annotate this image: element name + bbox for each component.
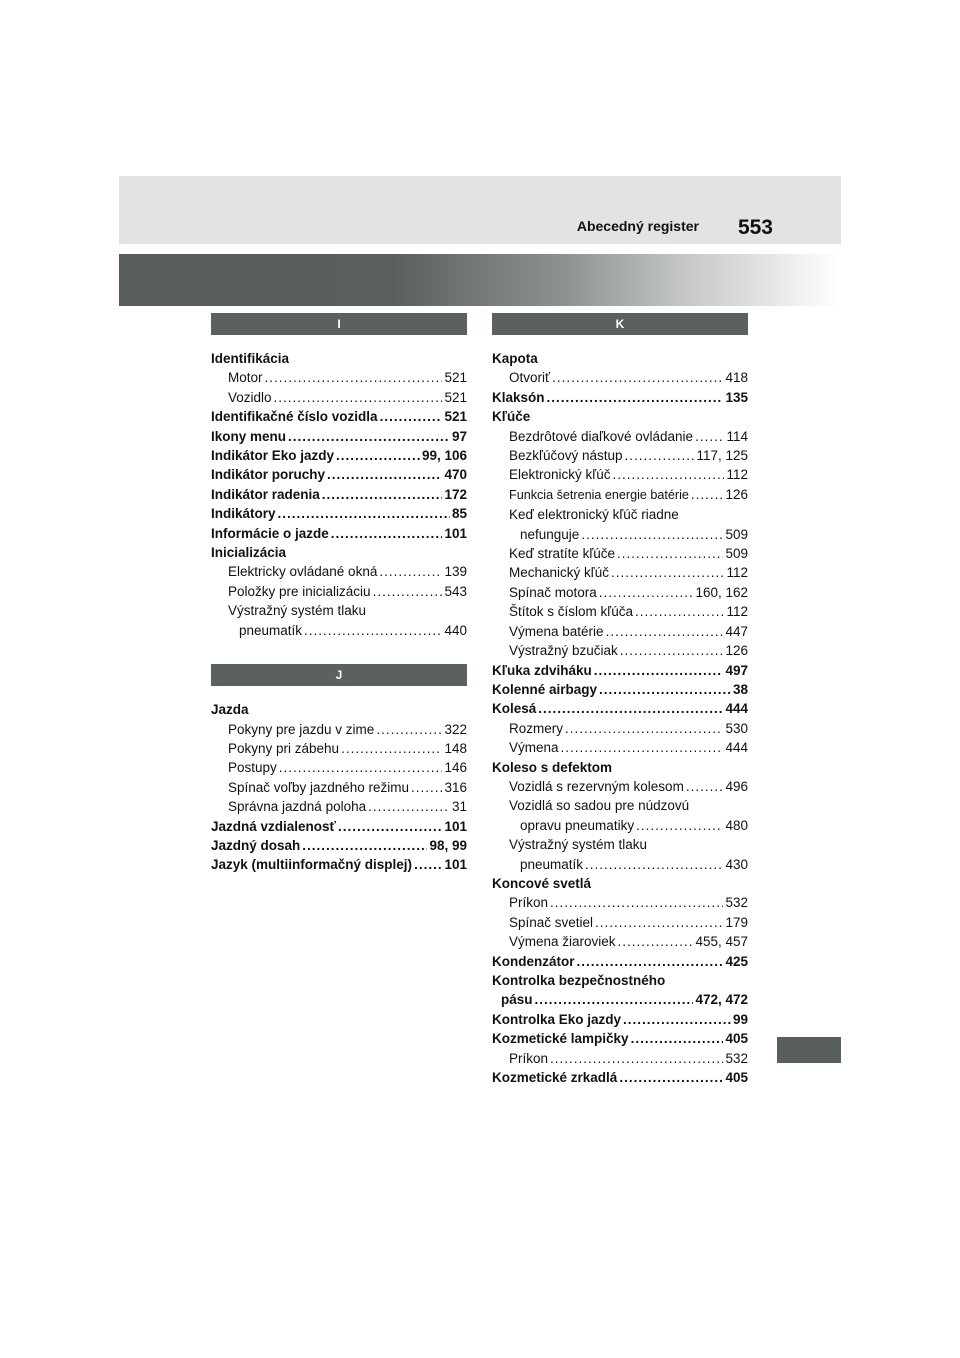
index-entry-pages: 470	[444, 467, 467, 483]
dot-leader	[338, 817, 442, 836]
index-entry-label: Jazda	[211, 702, 249, 718]
index-entry-pages: 418	[725, 370, 748, 386]
index-entry-pages: 455, 457	[695, 934, 748, 950]
index-entry	[211, 778, 467, 797]
index-entry	[492, 485, 748, 505]
index-entry-label: pneumatík	[239, 622, 303, 638]
dot-leader	[581, 525, 723, 544]
letter-heading: I	[211, 313, 467, 335]
index-entry-pages: 509	[725, 526, 748, 542]
index-entry	[492, 1049, 748, 1068]
index-entry-pages: 532	[725, 895, 748, 911]
index-entry-pages: 532	[725, 1050, 748, 1066]
index-entry-label: opravu pneumatiky	[520, 817, 635, 833]
index-entry	[211, 582, 467, 601]
dot-leader	[585, 855, 723, 874]
dot-leader	[279, 758, 443, 777]
index-entry-label: Výstražný systém tlaku	[509, 837, 648, 853]
dot-leader	[331, 524, 443, 543]
index-entry-label: Kapota	[492, 351, 538, 366]
dot-leader	[606, 622, 724, 641]
index-entry	[211, 739, 467, 758]
letter-heading: K	[492, 313, 748, 335]
index-entry	[211, 758, 467, 777]
index-entry-pages: 179	[725, 914, 748, 930]
index-entry-pages: 112	[726, 467, 748, 483]
index-entry-pages: 146	[444, 760, 467, 776]
index-entry-label: Výstražný bzučiak	[509, 643, 618, 659]
index-entry-pages: 480	[725, 817, 748, 833]
index-entry-label: Jazdný dosah	[211, 837, 301, 853]
index-entry	[492, 758, 748, 777]
index-entry-label: Koncové svetlá	[492, 875, 592, 891]
index-entry-label: Štítok s číslom kľúča	[509, 604, 633, 620]
index-entry-label: Položky pre inicializáciu	[228, 583, 371, 599]
index-entry-label: Výstražný systém tlaku	[228, 603, 367, 619]
index-entry-pages: 126	[725, 486, 748, 502]
index-entry-label: pneumatík	[520, 856, 584, 872]
index-entry	[211, 368, 467, 387]
index-entry-pages: 139	[444, 564, 467, 580]
index-entry	[492, 719, 748, 738]
index-entry-pages: 38	[732, 681, 748, 697]
dot-leader	[288, 427, 450, 446]
index-entry-label: Spínač svetiel	[509, 914, 594, 930]
index-entry	[492, 563, 748, 582]
index-entry-label: Kolesá	[492, 701, 537, 717]
dot-leader	[265, 368, 443, 387]
dot-leader	[368, 797, 450, 816]
index-entry	[211, 446, 467, 465]
index-entry-pages: 405	[725, 1070, 748, 1086]
index-entry-pages: 425	[725, 953, 748, 969]
index-entry-label: pásu	[501, 992, 533, 1008]
index-entry	[211, 524, 467, 543]
section-title: Abecedný register	[576, 218, 699, 234]
index-entry-label: Elektronický kľúč	[509, 467, 611, 483]
index-entry	[492, 505, 748, 524]
index-entry	[492, 796, 748, 815]
dot-leader	[302, 836, 427, 855]
index-entry-label: Príkon	[509, 895, 549, 911]
index-entry	[211, 700, 467, 719]
index-entry	[492, 990, 748, 1009]
index-entry	[492, 913, 748, 932]
dot-leader	[373, 582, 443, 601]
index-entry-pages: 497	[725, 662, 748, 678]
index-entry-label: Elektricky ovládané okná	[228, 564, 378, 580]
index-entry-pages: 472, 472	[695, 992, 748, 1008]
index-entry-pages: 112	[726, 565, 748, 581]
index-entry	[211, 543, 467, 562]
index-entry	[492, 525, 748, 544]
index-entry	[492, 349, 748, 368]
index-entry-label: Jazyk (multiinformačný displej)	[211, 857, 413, 873]
index-entry-pages: 99	[732, 1011, 748, 1027]
index-entry	[211, 836, 467, 855]
index-entry	[211, 465, 467, 484]
index-entry	[492, 699, 748, 718]
index-entry-label: Vozidlo	[228, 389, 272, 405]
dot-leader	[595, 913, 723, 932]
index-entry-pages: 101	[444, 857, 467, 873]
index-entry-pages: 85	[451, 506, 467, 522]
index-entry-pages: 543	[444, 583, 467, 599]
dot-leader	[561, 738, 724, 757]
index-entry-label: Pokyny pre jazdu v zime	[228, 721, 375, 737]
index-entry	[492, 893, 748, 912]
index-entry	[492, 1010, 748, 1029]
index-entry-label: Bezdrôtové diaľkové ovládanie	[509, 428, 694, 444]
index-entry	[211, 504, 467, 523]
index-entry-label: Výmena žiaroviek	[509, 934, 616, 950]
index-entry-pages: 160, 162	[695, 584, 748, 600]
index-entry-pages: 444	[725, 701, 748, 717]
dot-leader	[619, 1068, 723, 1087]
index-entry-label: Kľúče	[492, 409, 531, 425]
index-entry	[211, 388, 467, 407]
index-entry-label: Indikátor poruchy	[211, 467, 326, 483]
index-entry-label: Mechanický kľúč	[509, 565, 609, 581]
index-entry	[211, 621, 467, 640]
index-entry	[211, 349, 467, 368]
index-entry-label: Výmena	[509, 740, 559, 756]
index-entry-label: Výmena batérie	[509, 623, 604, 639]
dot-leader	[278, 504, 450, 523]
index-entry-pages: 444	[725, 740, 748, 756]
index-entry	[492, 1029, 748, 1048]
index-entry-pages: 101	[444, 818, 467, 834]
index-entry-label: nefunguje	[520, 526, 580, 542]
dot-leader	[691, 485, 724, 504]
dot-leader	[620, 641, 724, 660]
index-entry	[492, 952, 748, 971]
dot-leader	[599, 680, 731, 699]
index-entry-pages: 509	[725, 546, 748, 562]
index-entry	[492, 855, 748, 874]
index-entry	[492, 446, 748, 465]
index-entry-label: Indikátor radenia	[211, 486, 320, 502]
index-entry-pages: 117, 125	[696, 448, 748, 464]
dot-leader	[623, 1010, 731, 1029]
index-entry-label: Identifikácia	[211, 351, 290, 366]
index-entry-pages: 148	[444, 740, 467, 756]
index-entry	[492, 641, 748, 660]
dot-leader	[414, 855, 442, 874]
dot-leader	[618, 932, 694, 951]
index-entry-label: Postupy	[228, 760, 277, 776]
index-entry-label: Inicializácia	[211, 545, 287, 561]
dot-leader	[686, 777, 724, 796]
dot-leader	[695, 427, 724, 446]
index-entry-label: Pokyny pri zábehu	[228, 740, 340, 756]
dot-leader	[599, 583, 694, 602]
dot-leader	[327, 465, 442, 484]
dot-leader	[550, 893, 723, 912]
index-entry	[211, 797, 467, 816]
index-entry	[211, 562, 467, 581]
index-entry-pages: 112	[726, 604, 748, 620]
index-entry-pages: 405	[725, 1031, 748, 1047]
decorative-band	[119, 254, 841, 306]
index-entry-pages: 97	[451, 428, 467, 444]
dot-leader	[535, 990, 694, 1009]
index-entry-label: Príkon	[509, 1050, 549, 1066]
index-entry-label: Kolenné airbagy	[492, 681, 598, 697]
dot-leader	[274, 388, 443, 407]
dot-leader	[322, 485, 443, 504]
index-entry	[492, 622, 748, 641]
index-entry-label: Keď elektronický kľúč riadne	[509, 507, 679, 523]
index-entry-label: Otvoriť	[509, 370, 551, 386]
index-column-right	[492, 313, 748, 1087]
index-entry	[492, 583, 748, 602]
index-entry-label: Kozmetické lampičky	[492, 1031, 629, 1047]
index-entry-pages: 114	[726, 428, 748, 444]
index-entry-label: Spínač motora	[509, 584, 597, 600]
dot-leader	[547, 388, 724, 407]
dot-leader	[611, 563, 724, 582]
index-entry-pages: 126	[725, 643, 748, 659]
index-entry	[211, 485, 467, 504]
index-entry-pages: 31	[451, 799, 467, 815]
index-entry-pages: 521	[444, 409, 467, 425]
index-entry-label: Vozidlá s rezervným kolesom	[509, 778, 684, 794]
page-header	[119, 176, 841, 244]
dot-leader	[617, 544, 723, 563]
index-entry	[492, 971, 748, 990]
index-entry-label: Ikony menu	[211, 428, 287, 444]
index-entry-label: Identifikačné číslo vozidla	[211, 409, 378, 425]
index-entry-pages: 440	[444, 622, 467, 638]
dot-leader	[612, 465, 724, 484]
dot-leader	[565, 719, 723, 738]
index-entry-label: Motor	[228, 370, 263, 386]
index-entry-pages: 521	[444, 389, 467, 405]
index-entry-pages: 99, 106	[421, 448, 467, 464]
index-entry	[211, 817, 467, 836]
index-entry	[492, 661, 748, 680]
index-entry	[492, 388, 748, 407]
index-entry	[492, 407, 748, 426]
index-entry-pages: 496	[725, 778, 748, 794]
index-entry-label: Funkcia šetrenia energie batérie	[509, 487, 689, 502]
index-entry	[492, 602, 748, 621]
index-entry-pages: 447	[725, 623, 748, 639]
dot-leader	[538, 699, 723, 718]
index-entry-pages: 316	[444, 779, 467, 795]
dot-leader	[635, 602, 724, 621]
dot-leader	[379, 562, 442, 581]
index-entry-pages: 521	[444, 370, 467, 386]
index-entry-label: Vozidlá so sadou pre núdzovú	[509, 798, 690, 814]
dot-leader	[336, 446, 420, 465]
index-entry-label: Koleso s defektom	[492, 759, 613, 775]
index-entry	[492, 1068, 748, 1087]
index-entry-label: Bezkľúčový nástup	[509, 448, 623, 464]
index-entry	[492, 816, 748, 835]
index-entry	[492, 835, 748, 854]
dot-leader	[550, 1049, 723, 1068]
index-entry	[211, 855, 467, 874]
dot-leader	[625, 446, 695, 465]
dot-leader	[552, 368, 723, 387]
index-entry	[492, 427, 748, 446]
dot-leader	[411, 778, 442, 797]
dot-leader	[341, 739, 442, 758]
index-entry-label: Jazdná vzdialenosť	[211, 818, 337, 834]
dot-leader	[380, 407, 443, 426]
letter-heading: J	[211, 664, 467, 686]
index-entry-label: Klaksón	[492, 389, 545, 405]
index-entry	[492, 544, 748, 563]
index-entry-pages: 430	[725, 856, 748, 872]
index-entry-pages: 172	[444, 486, 467, 502]
index-entry	[211, 427, 467, 446]
page-number: 553	[737, 216, 773, 239]
index-entry-label: Spínač voľby jazdného režimu	[228, 779, 410, 795]
index-entry	[492, 738, 748, 757]
index-entry-label: Informácie o jazde	[211, 525, 329, 541]
index-entry-label: Keď stratíte kľúče	[509, 546, 616, 562]
index-entry-pages: 322	[444, 721, 467, 737]
index-entry	[211, 407, 467, 426]
index-entry	[492, 680, 748, 699]
dot-leader	[631, 1029, 724, 1048]
index-entry-pages: 135	[725, 389, 748, 405]
dot-leader	[376, 720, 442, 739]
index-entry	[492, 465, 748, 484]
index-entry-label: Kontrolka Eko jazdy	[492, 1011, 622, 1027]
index-entry-label: Kondenzátor	[492, 953, 575, 969]
index-entry-pages: 530	[725, 720, 748, 736]
dot-leader	[636, 816, 723, 835]
index-entry	[492, 368, 748, 387]
index-entry-label: Kontrolka bezpečnostného	[492, 973, 666, 988]
chapter-tab	[777, 1037, 841, 1063]
index-entry-label: Kľuka zdviháku	[492, 662, 592, 678]
index-entry	[492, 874, 748, 893]
dot-leader	[304, 621, 442, 640]
index-entry-label: Indikátor Eko jazdy	[211, 448, 335, 464]
index-entry-label: Indikátory	[211, 506, 276, 522]
index-entry-pages: 101	[444, 525, 467, 541]
index-entry-label: Rozmery	[509, 720, 564, 736]
dot-leader	[594, 661, 724, 680]
index-entry	[211, 601, 467, 620]
index-entry	[492, 932, 748, 951]
index-entry-pages: 98, 99	[429, 837, 467, 853]
index-entry	[211, 720, 467, 739]
index-entry	[492, 777, 748, 796]
index-entry-label: Kozmetické zrkadlá	[492, 1070, 618, 1086]
dot-leader	[577, 952, 724, 971]
index-column-left	[211, 313, 467, 875]
index-entry-label: Správna jazdná poloha	[228, 799, 367, 815]
